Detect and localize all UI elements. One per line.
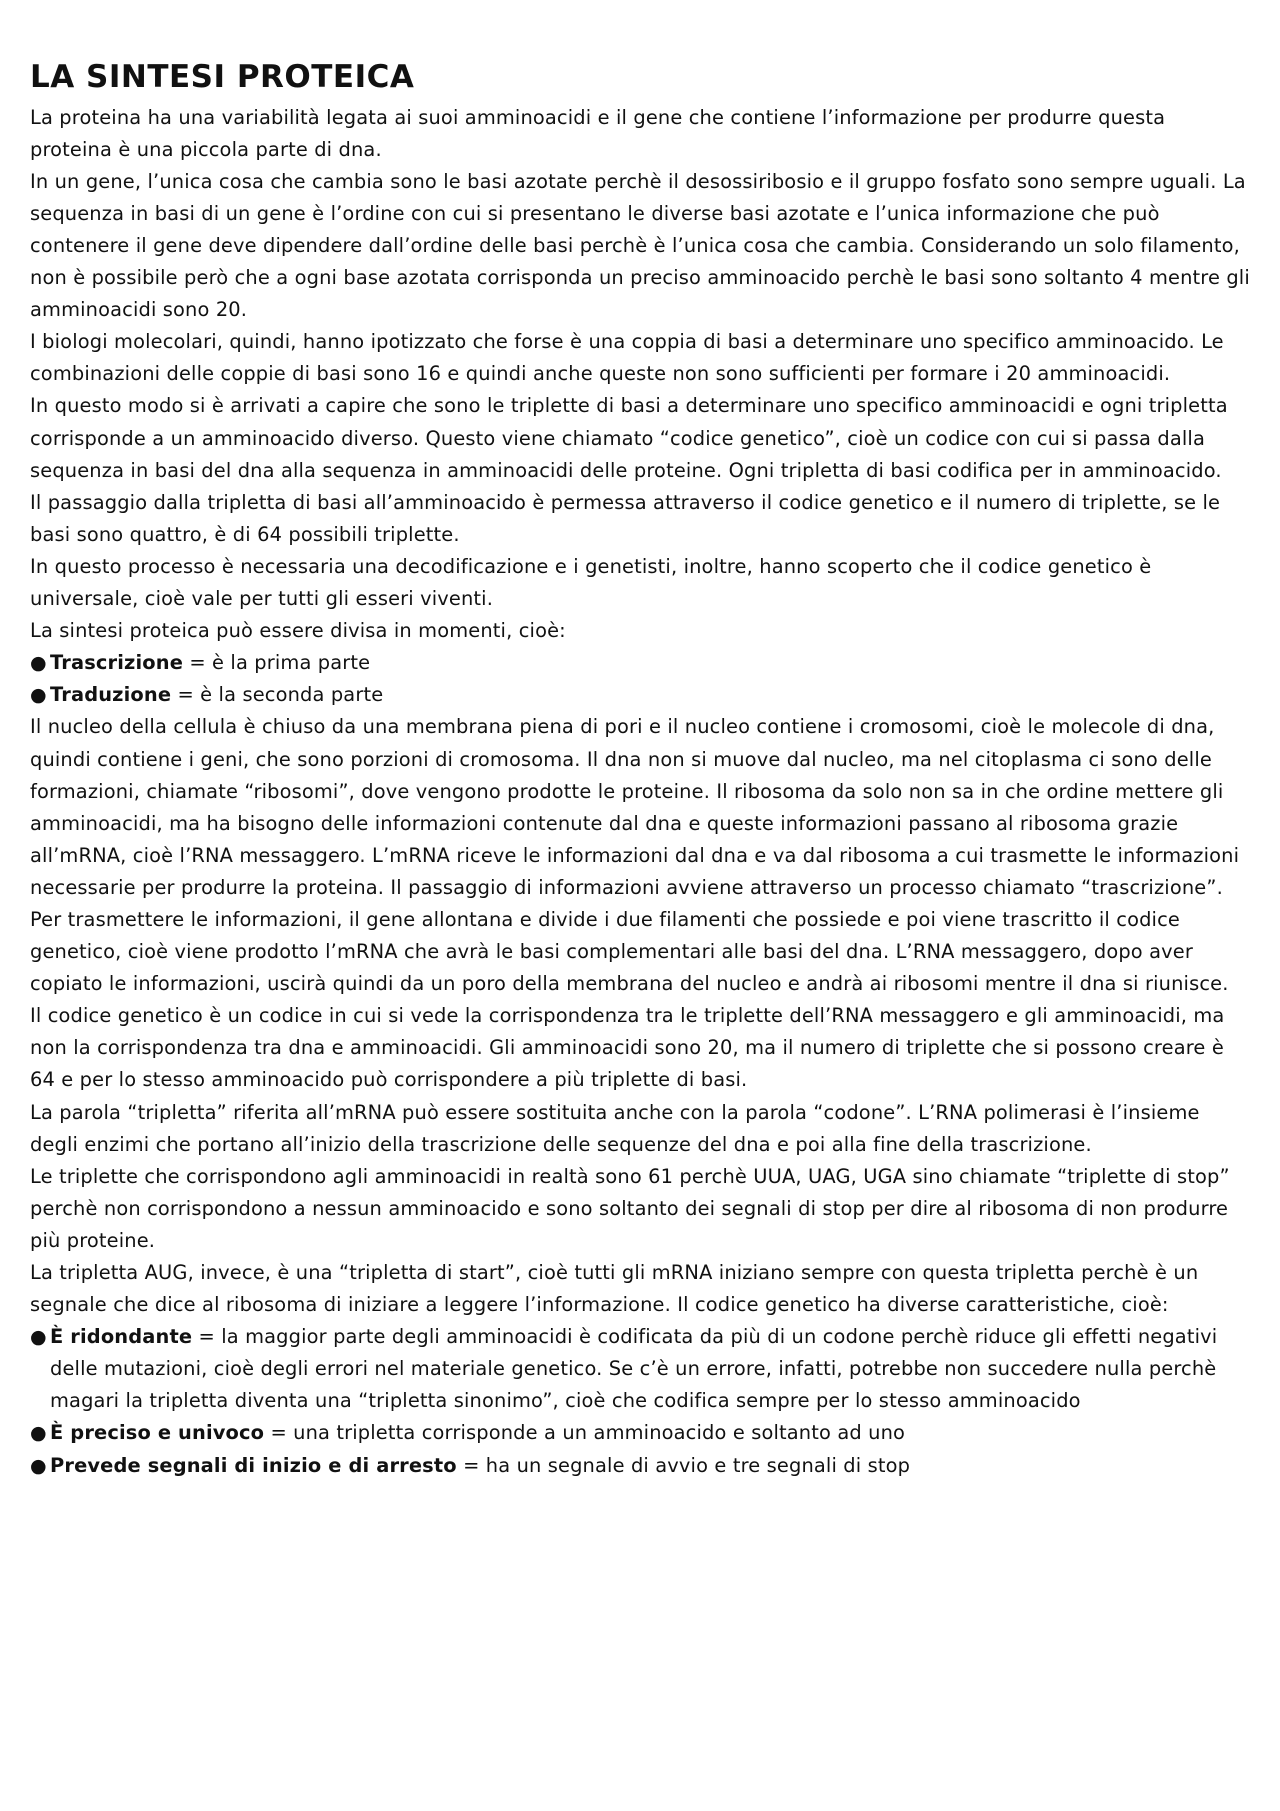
paragraph-codice-genetico: In questo modo si è arrivati a capire che sono le triplette di basi a determinare uno specifico amminoacidi e ogni tripletta corrisponde a un amminoacido diverso. Questo viene chiamato “codice genetico”, cioè un codice con cui si passa dalla sequenza in basi del dna alla sequenza in amminoacidi delle proteine. Ogni tripletta di basi codifica per in amminoacido. <box>30 394 1228 482</box>
list-item <box>30 647 1252 679</box>
list-item-term: Traduzione <box>50 683 172 707</box>
paragraph-codone: La parola “tripletta” riferita all’mRNA può essere sostituita anche con la parola “codone”. L’RNA polimerasi è l’insieme degli enzimi che portano all’inizio della trascrizione delle sequenze del dna e poi alla fine della trascrizione. <box>30 1100 1200 1156</box>
list-item-term: È ridondante <box>50 1325 193 1349</box>
paragraph-nucleo: Il nucleo della cellula è chiuso da una membrana piena di pori e il nucleo contiene i cromosomi, cioè le molecole di dna, quindi contiene i geni, che sono porzioni di cromosoma. Il dna non si muove dal nucleo, ma nel citoplasma ci sono delle formazioni, chiamate “ribosomi”, dove vengono prodotte le proteine. Il ribosoma da solo non sa in che ordine mettere gli amminoacidi, ma ha bisogno delle informazioni contenute dal dna e queste informazioni passano al ribosoma grazie all’mRNA, cioè l’RNA messaggero. L’mRNA riceve le informazioni dal dna e va dal ribosoma a cui trasmette le informazioni necessarie per produrre la proteina. Il passaggio di informazioni avviene attraverso un processo chiamato “trascrizione”. <box>30 715 1240 899</box>
phases-list <box>30 647 1252 711</box>
bullet-icon: ● <box>30 1454 47 1477</box>
paragraph-coppie-basi: I biologi molecolari, quindi, hanno ipotizzato che forse è una coppia di basi a determinare uno specifico amminoacido. Le combinazioni delle coppie di basi sono 16 e quindi anche queste non sono sufficienti per formare i 20 amminoacidi. <box>30 330 1224 386</box>
paragraph-triplette: Il passaggio dalla tripletta di basi all’amminoacido è permessa attraverso il codice genetico e il numero di triplette, se le basi sono quattro, è di 64 possibili triplette. <box>30 490 1221 546</box>
list-item-term: È preciso e univoco <box>50 1421 265 1445</box>
paragraph-stop: Le triplette che corrispondono agli amminoacidi in realtà sono 61 perchè UUA, UAG, UGA sino chiamate “triplette di stop” perchè non corrispondono a nessun amminoacido e sono soltanto dei segnali di stop per dire al ribosoma di non produrre più proteine. <box>30 1164 1230 1252</box>
list-item <box>30 679 1252 711</box>
page-title: LA SINTESI PROTEICA <box>30 59 415 95</box>
document-page <box>30 60 1252 1482</box>
list-item-desc: = è la seconda parte <box>171 683 384 707</box>
list-item-term: Prevede segnali di inizio e di arresto <box>50 1453 457 1477</box>
paragraph-intro: La proteina ha una variabilità legata ai suoi amminoacidi e il gene che contiene l’informazione per produrre questa proteina è una piccola parte di dna. <box>30 105 1166 161</box>
list-item-desc: = la maggior parte degli amminoacidi è codificata da più di un codone perchè riduce gli effetti negativi delle mutazioni, cioè degli errori nel materiale genetico. Se c’è un errore, infatti, potrebbe non succedere nulla perchè magari la tripletta diventa una “tripletta sinonimo”, cioè che codifica sempre per lo stesso amminoacido <box>50 1325 1218 1413</box>
list-item-desc: = una tripletta corrisponde a un amminoacido e soltanto ad uno <box>264 1421 906 1445</box>
bullet-icon: ● <box>30 652 47 675</box>
list-item-desc: = ha un segnale di avvio e tre segnali di stop <box>456 1453 911 1477</box>
paragraph-trasmettere: Per trasmettere le informazioni, il gene allontana e divide i due filamenti che possiede e poi viene trascritto il codice genetico, cioè viene prodotto l’mRNA che avrà le basi complementari alle basi del dna. L’RNA messaggero, dopo aver copiato le informazioni, uscirà quindi da un poro della membrana del nucleo e andrà ai ribosomi mentre il dna si riunisce. <box>30 907 1229 996</box>
bullet-icon: ● <box>30 1422 47 1445</box>
list-item-term: Trascrizione <box>50 651 183 675</box>
paragraph-corrispondenza: Il codice genetico è un codice in cui si vede la corrispondenza tra le triplette dell’RNA messaggero e gli amminoacidi, ma non la corrispondenza tra dna e amminoacidi. Gli amminoacidi sono 20, ma il numero di triplette che si possono creare è 64 e per lo stesso amminoacido può corrispondere a più triplette di basi. <box>30 1004 1225 1092</box>
paragraph-universale: In questo processo è necessaria una decodificazione e i genetisti, inoltre, hanno scoperto che il codice genetico è universale, cioè vale per tutti gli esseri viventi. <box>30 554 1152 611</box>
bullet-icon: ● <box>30 684 47 707</box>
paragraph-start: La tripletta AUG, invece, è una “tripletta di start”, cioè tutti gli mRNA iniziano sempre con questa tripletta perchè è un segnale che dice al ribosoma di iniziare a leggere l’informazione. Il codice genetico ha diverse caratteristiche, cioè: <box>30 1261 1199 1317</box>
list-item-desc: = è la prima parte <box>183 651 371 675</box>
list-item <box>30 1417 1252 1449</box>
features-list <box>30 1321 1252 1481</box>
bullet-icon: ● <box>30 1326 47 1349</box>
list-item <box>30 1321 1252 1417</box>
paragraph-basi-azotate: In un gene, l’unica cosa che cambia sono le basi azotate perchè il desossiribosio e il gruppo fosfato sono sempre uguali. La sequenza in basi di un gene è l’ordine con cui si presentano le diverse basi azotate e l’unica informazione che può contenere il gene deve dipendere dall’ordine delle basi perchè è l’unica cosa che cambia. Considerando un solo filamento, non è possibile però che a ogni base azotata corrisponda un preciso amminoacido perchè le basi sono soltanto 4 mentre gli amminoacidi sono 20. <box>30 169 1250 322</box>
list-item <box>30 1450 1252 1482</box>
paragraph-momenti: La sintesi proteica può essere divisa in momenti, cioè: <box>30 619 566 643</box>
